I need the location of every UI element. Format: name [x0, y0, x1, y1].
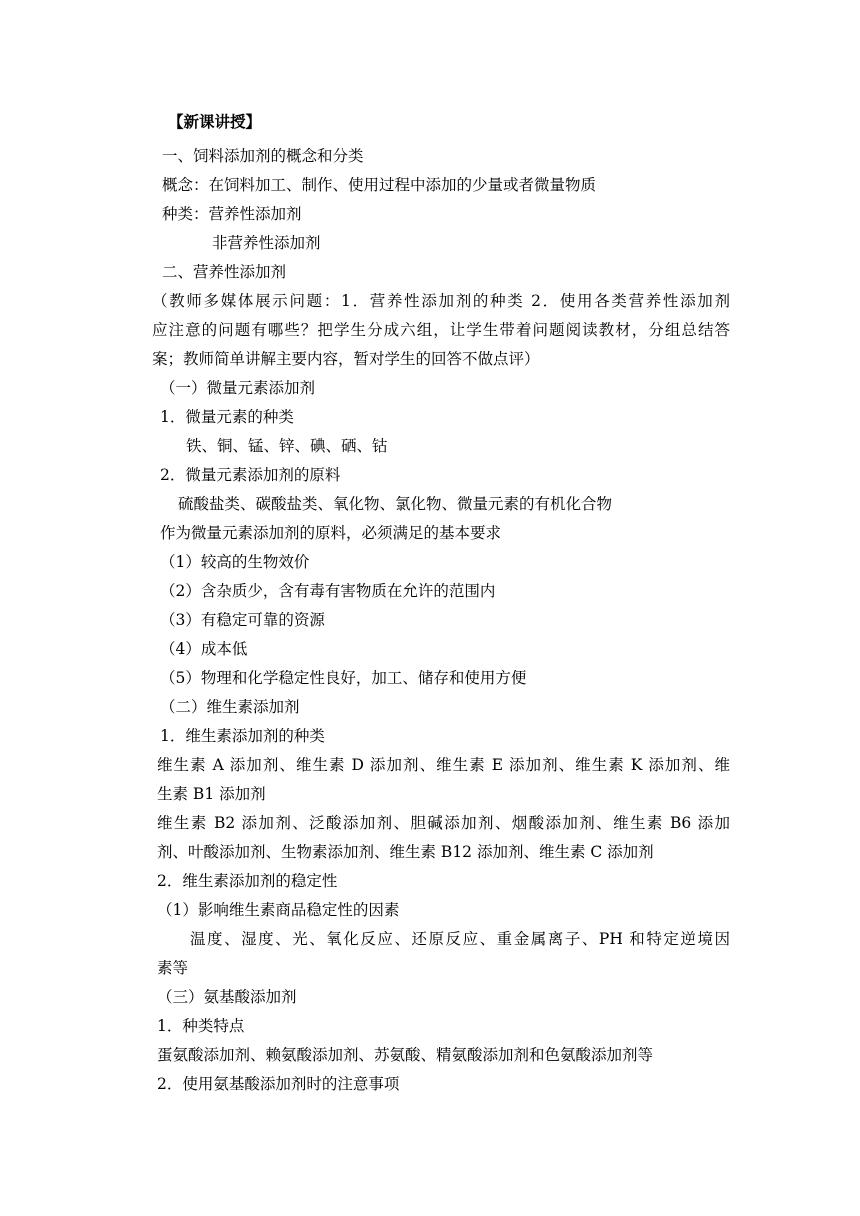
section-heading: 【新课讲授】 — [168, 112, 262, 131]
text-line: 应注意的问题有哪些？把学生分成六组，让学生带着问题阅读教材，分组总结答 — [152, 321, 730, 339]
text-line: 非营养性添加剂 — [212, 234, 321, 252]
text-line: （3）有稳定可靠的资源 — [160, 611, 325, 629]
text-line: 二、营养性添加剂 — [162, 263, 287, 281]
text-line: 一、饲料添加剂的概念和分类 — [162, 147, 364, 165]
text-line: 概念：在饲料加工、制作、使用过程中添加的少量或者微量物质 — [162, 176, 597, 194]
text-line: 剂、叶酸添加剂、生物素添加剂、维生素 B12 添加剂、维生素 C 添加剂 — [157, 843, 654, 861]
text-line: （三）氨基酸添加剂 — [157, 988, 297, 1006]
text-line: 1．维生素添加剂的种类 — [160, 727, 325, 745]
text-line: （5）物理和化学稳定性良好，加工、储存和使用方便 — [160, 669, 527, 687]
text-line: （4）成本低 — [160, 640, 248, 658]
text-line: 种类：营养性添加剂 — [162, 205, 302, 223]
text-line: 2．使用氨基酸添加剂时的注意事项 — [157, 1075, 400, 1093]
text-line: 作为微量元素添加剂的原料，必须满足的基本要求 — [160, 524, 502, 542]
text-line: 维生素 A 添加剂、维生素 D 添加剂、维生素 E 添加剂、维生素 K 添加剂、维 — [157, 756, 730, 774]
text-line: 1．微量元素的种类 — [160, 408, 294, 426]
text-line: 生素 B1 添加剂 — [157, 785, 266, 803]
text-line: （二）维生素添加剂 — [160, 698, 300, 716]
text-line: 素等 — [157, 959, 189, 977]
text-line: 案；教师简单讲解主要内容，暂对学生的回答不做点评） — [152, 350, 540, 368]
text-line: （1）较高的生物效价 — [160, 553, 310, 571]
text-line: （教师多媒体展示问题：1．营养性添加剂的种类 2．使用各类营养性添加剂 — [152, 292, 730, 310]
text-line: 温度、湿度、光、氧化反应、还原反应、重金属离子、PH 和特定逆境因 — [190, 930, 730, 948]
text-line: 1．种类特点 — [157, 1017, 245, 1035]
text-line: 2．维生素添加剂的稳定性 — [157, 872, 338, 890]
text-line: 硫酸盐类、碳酸盐类、氧化物、氯化物、微量元素的有机化合物 — [178, 495, 613, 513]
text-line: （一）微量元素添加剂 — [160, 379, 316, 397]
text-line: （1）影响维生素商品稳定性的因素 — [157, 901, 400, 919]
text-line: 维生素 B2 添加剂、泛酸添加剂、胆碱添加剂、烟酸添加剂、维生素 B6 添加 — [157, 814, 730, 832]
text-line: 2．微量元素添加剂的原料 — [160, 466, 341, 484]
text-line: 蛋氨酸添加剂、赖氨酸添加剂、苏氨酸、精氨酸添加剂和色氨酸添加剂等 — [157, 1046, 654, 1064]
text-line: （2）含杂质少，含有毒有害物质在允许的范围内 — [160, 582, 496, 600]
text-line: 铁、铜、锰、锌、碘、硒、钴 — [186, 437, 388, 455]
